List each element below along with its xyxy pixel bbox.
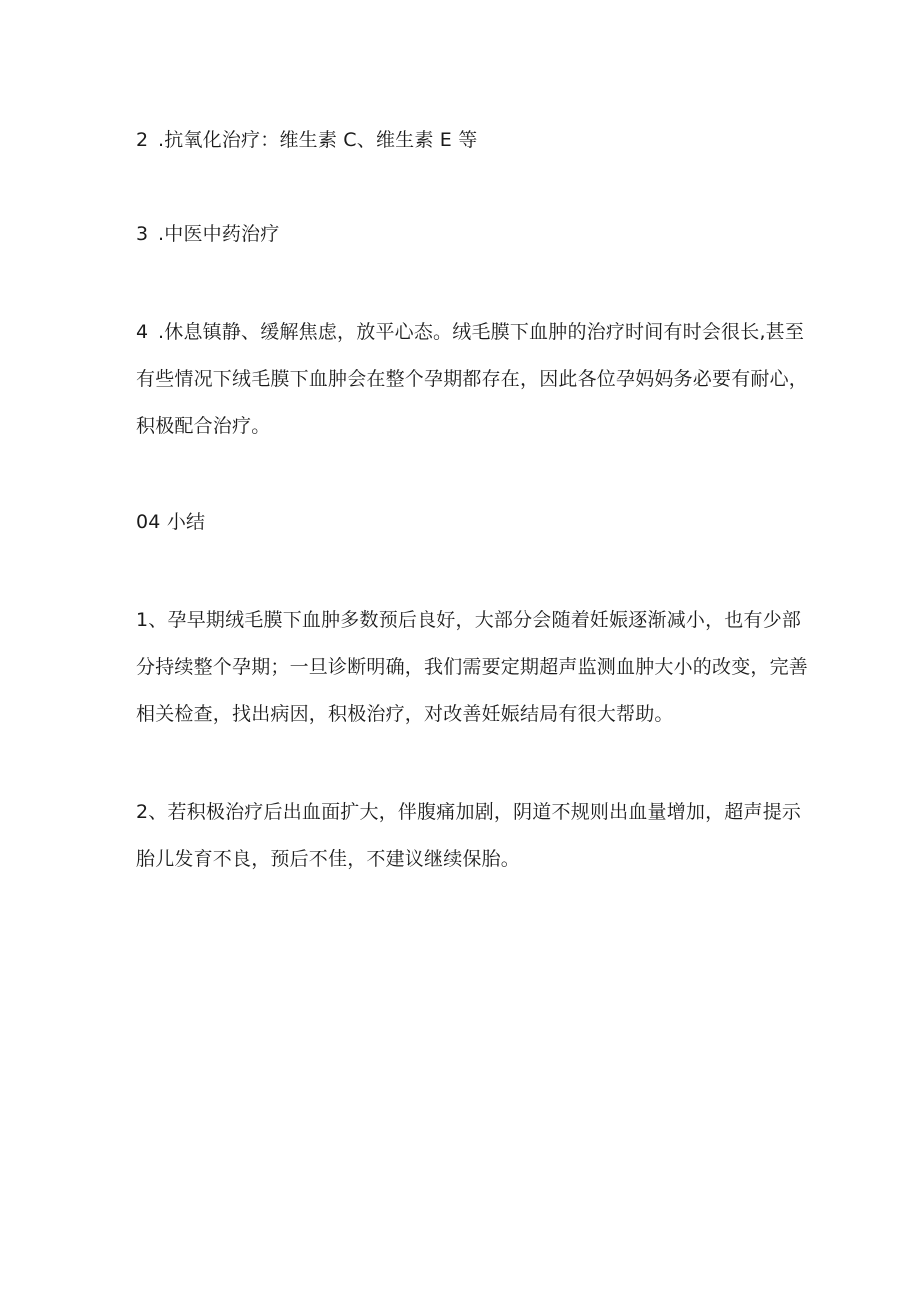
summary-1-line-1: 1、孕早期绒毛膜下血肿多数预后良好，大部分会随着妊娠逐渐减小，也有少部 <box>136 609 802 631</box>
item-number: 4 <box>136 321 149 343</box>
section-heading-text: 04 小结 <box>136 511 206 533</box>
treatment-item-4-line-1 <box>136 309 805 356</box>
summary-paragraph-1 <box>136 597 809 738</box>
treatment-item-3-line <box>136 211 796 258</box>
treatment-item-2 <box>136 117 796 164</box>
section-heading <box>136 499 796 546</box>
item-text: .休息镇静、缓解焦虑，放平心态。绒毛膜下血肿的治疗时间有时会很长,甚至 <box>158 321 805 343</box>
summary-2-line-2: 胎儿发育不良，预后不佳，不建议继续保胎。 <box>136 848 521 870</box>
item-text: .中医中药治疗 <box>158 223 280 245</box>
summary-paragraph-2 <box>136 789 802 883</box>
item-number: 2 <box>136 129 149 151</box>
summary-1-line-2: 分持续整个孕期；一旦诊断明确，我们需要定期超声监测血肿大小的改变，完善 <box>136 656 809 678</box>
treatment-item-2-line <box>136 117 796 164</box>
item-number: 3 <box>136 223 149 245</box>
treatment-item-4-line-2: 有些情况下绒毛膜下血肿会在整个孕期都存在，因此各位孕妈妈务必要有耐心， <box>136 368 809 390</box>
treatment-item-4-line-3: 积极配合治疗。 <box>136 415 271 437</box>
summary-1-line-3: 相关检查，找出病因，积极治疗，对改善妊娠结局有很大帮助。 <box>136 703 674 725</box>
item-text: .抗氧化治疗：维生素 C、维生素 E 等 <box>158 129 478 151</box>
treatment-item-3 <box>136 211 796 258</box>
summary-2-line-1: 2、若积极治疗后出血面扩大，伴腹痛加剧，阴道不规则出血量增加，超声提示 <box>136 801 802 823</box>
treatment-item-4 <box>136 309 809 450</box>
